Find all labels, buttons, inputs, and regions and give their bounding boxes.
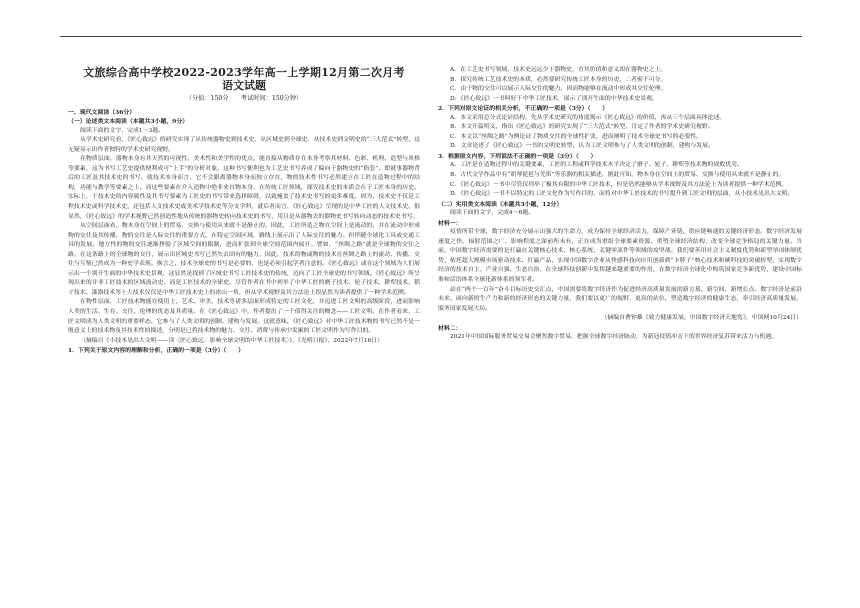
passage-paragraph: 从学术史研究看，《匠心致远》的研究实现了从传统器物史到技术史、从区域史到全球史、从技术史到文明史的“三大范式”转型，这无疑显示出作者独特的学术史研究视野。 [68,137,420,153]
option-b: B．探究传统工艺技术史的本质，必然要研究传统工匠本身的历史，二者密不可分。 [450,76,667,83]
section-heading: 一、现代文阅读（36分） [68,108,136,116]
option-a: A．在工艺史书写领域，技术史远远少于器物史，直其价值和意义却在器物史之上。 [450,67,667,73]
option-d: D．《匠心致远》一书叫好于中华工匠技术，展示了别开生面的中华技术史景观。 [450,95,658,102]
material-paragraph: 疫情所带全球，数字经济充分展示出强大的生命力，成为保持全球经济活力，保障产业链、供应链畅通的关键经济形态。数字经济发展速度之快、辐射范围之广、影响程度之深前所未有，正在成为重组全球要素资源、重塑全球经济结构、改变全球竞争格局的关键力量。当前，中国数字经济需要的是打赢在关键核心技术、核心系统、关键零部件等领域的攻坚战。我们要善用社会主义制度优势和新型举国体制优势，依托超大规模市场驱动技术、打赢产品，实现中国数字企业从快感科技向应用创新到“卡脖子”核心技术和硬科技的突破转型，实现数字经济的技术自主、产业自强、生态自治，在全球科技创新中发挥越来越重要的作用，在数字经济全球化中构筑国家竞争新优势，建设中国标准和话语体系全球化新体系的领军者。 [438,229,802,284]
exam-subtitle: 语文试题 [222,79,266,92]
material-source: （摘编自曹钟雄《致力健康发展，中国数字经济天地宽》，中国网10月24日） [601,315,802,322]
passage-source: （摘编自《小技本见出大文明——读〈匠心致远：影响全球文明的中华工匠技术〉》，《光明日报》，2022年7月16日） [80,337,384,344]
material-paragraph: 站在“两个一百年”奋斗目标历史交汇点，中国需要将数字经济作为促进经济高质量发展的新方墓、新空间、新增长点。数字经济是前沿未来、面向新的生产力和新的经济形态的关键力量，我们要以更广的视野、更高的站位，塑造数字经济的健康生态，牵引经济高质量发展，服务国家发展大局。 [438,286,802,312]
option-d: D．《匠心致远》一书不以特定的工匠文化作为写作目的，而将对中华工匠技术的书写提升到工匠文明的层面，从小技术见出大文明。 [450,191,794,198]
subsection-heading: （二）实用类文本阅读（本题共3小题，12分） [438,200,563,208]
material-label: 材料二： [438,324,462,332]
right-column [438,66,802,343]
option-c: C．由于物的交往可以展示人际交往的魅力，因而物能够在流动中形成其交往伦理。 [450,86,667,93]
option-c: C．《匠心致远》一书中尽管仅列举了极其有限的中华工匠技术，但是仍然能够从学术视野及其方法论上为读者提供一种学术范例。 [450,181,788,188]
option-b: B．古代文学作品中有“胡琴琵琶与羌笛”等乐器的相关描述，据此可知，物本身在空间上的贸易、交换与使用从来就不是静止的。 [450,172,785,179]
passage-paragraph: 在物性层面，工匠技术物能在使用上，艺术、审美、技术等诸多层面形成特定的工匠文化，并迈进工匠文明的高级阶段，进而影响人类的生活、生存、交往、伦理的优态及其质量。在《匠心致远》中，作者提出了一个值得关注的概念——工匠文明。在作者看来，工匠文明成为人类文明的重要样态，它参与了人类文明的创制、建构与发展。这就意味，《匠心致远》对中华工匠技术物的书写已然不是一般意义上的技术物及其技术性的描述，分明是已将技术物的魅力、交往、消费与传承中发掘的工匠文明作为写作目的。 [68,299,420,335]
reading-intro: 阅读下面的文字，完成1～3题。 [80,127,165,134]
option-c: C．本文以“丝绸之路”为例论证了物质交往的全球性扩张，进而阐明了技术全球史书写的必要性。 [450,133,703,140]
material-paragraph: 2021年中国国际服务贸易交易会聚焦数字贸易，把握全球数字经济脉动，为新冠疫情冲击下的世界经济复苏带来活力与机遇。 [450,334,778,341]
passage-paragraph: 从空间层面看，物本身在空间上的贸易、交换与使用从来就不是静止的，因此，工匠所造之物在空间上是流动的，并在流动中形成物的交往及其传播。物的交往是人际交往的重要方式，在特定空间区域，路线上展示出了人际交往的魅力。但伴随全球化工具或交通工具的发展，地方性的物的交往逐渐挣脱了区域空间的限制，进而扩张到全球空间范围内展开。譬如，“丝绸之路”就是全球物的交往之路。在这条路上的全球物的交往，展示出区域史书写已然失去固有的魅力，因此，技术的物或物的技术在丝绸之路上的流动、传播、交往与互鉴已然成为一种史学表现。换言之，技术全球史的书写是必要的，也是必须引起学者注意的。《匠心致远》或在这个领域为人们展示出一个别开生面的中华技术史景观，这显然是找到了区域史书写工匠技术史的传统，迈向了工匠全球史的书写领域。《匠心致远》所呈现出来的并非工匠技术的区域流动史，而是工匠技术的全球史。尽管作者在书中列举了中华工匠的磨子技术、轮子技术、耕犁技术、稻子技术、漆器技术等十大技术仅仅是中华工匠技术史上的冰山一角，但从学术视野及其方法论上很显然为读者提供了一种学术范例。 [68,223,420,296]
question-3: 3．根据原文内容，下列说法不正确的一项是（3分）（ ） [438,152,597,160]
exam-title: 文旅综合高中学校2022-2023学年高一上学期12月第二次月考 [83,66,405,79]
passage-paragraph: 在物质层面，器物本身有其天然的可视性、美术性和美学性的优点，能直接从物质存在本身考察其材料、色彩、机理、造型与风格等要素，这为书写工艺史提供便利成可“上手”的分析对象。这种书写便利也为工艺史书写养成了偏向于器物史的“俗套”，即就事器物背后的工匠及其技术史的书写，就技术本身而言，它不会跟离器物本身而独立存在，物的技术性书写必然建立在工匠在造物过程中的结构，功能与教学等要素之上，而这些要素在介入造物中绝非来自物本身，在传统工匠领域，探究技术史的本质会在于工匠本身的历史。实际上，于技术史的内容属性及其书写要素为工匠史的书写带来选择障碍，以致掩盖了技术史书写的更多难度。因为，技术史不仅是工程技术史或科学技术史，还包括人文技术史或美术学技术史等分支学科，就后者而言，《匠心致远》呈现的是中华工匠的人文技术史。很显然，《匠心致远》的学术视野已然创造性地从传统的器物史转向技术史的书写，用且是从器物去的器物史书写转向动态的技术史书写。 [68,156,420,220]
question-2: 2．下列对原文论证的相关分析，不正确的一项是（3分）（ ） [438,105,609,113]
exam-meta: （分值：150分 考试时间：150分钟） [185,95,303,102]
reading-intro: 阅读下面的文字，完成4～6题。 [450,210,535,217]
material-label: 材料一： [438,219,462,227]
option-b: B．本文开篇明义，指出《匠心致远》的研究实现了“三大范式”转型，肯定了作者的学术史研究视野。 [450,124,714,131]
question-1: 1．下列关于原文内容的理解和分析，正确的一项是（3分）（ ） [68,347,245,355]
option-a: A．本文采用总分式论证结构，先从学术史研究的角度揭示《匠心致远》的价值，再从三个层面具体论述。 [450,114,726,121]
option-d: D．文章论述了《匠心致远》一书的文明史转型，认为工匠文明参与了人类文明的创制、建构与发展。 [450,143,714,150]
subsection-heading: （一）论述类文本阅读（本题共3小题，9分） [68,118,189,126]
option-a: A．工匠是在造物过程中的关键要素，工匠的工程或科学技术水平决定了磨子、轮子、耕犁等技术物的成败优劣。 [450,162,743,169]
top-rule [60,36,802,37]
left-column [68,66,420,356]
